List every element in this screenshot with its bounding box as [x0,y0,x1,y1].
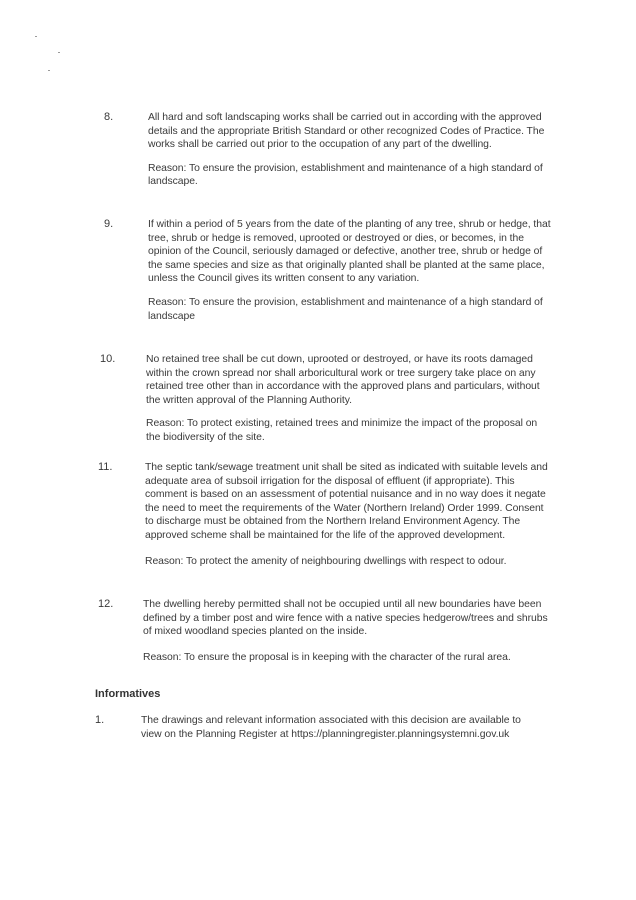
condition-reason: Reason: To ensure the proposal is in keeping with the character of the rural area. [143,651,511,663]
condition-body [145,461,548,568]
informative-number: 1. [95,714,105,726]
condition-reason: Reason: To protect existing, retained trees and minimize the impact of the proposal on the biodiversity of the site. [146,418,538,443]
condition-body [143,598,551,664]
informatives-heading: Informatives [95,688,161,700]
condition-body [148,218,554,323]
condition-text: The dwelling hereby permitted shall not be occupied until all new boundaries have been defined by a timber post and wire fence with a native species hedgerow/trees and shrubs of mixed woodland species planted on the inside. [143,599,548,638]
condition-number: 8. [104,111,114,123]
condition-reason: Reason: To protect the amenity of neighbouring dwellings with respect to odour. [145,555,507,567]
informative-text: The drawings and relevant information associated with this decision are available to view on the Planning Register at https://planningregister.planningsystemni.gov.uk [141,715,521,740]
condition-text: No retained tree shall be cut down, uprooted or destroyed, or have its roots damaged within the crown spread nor shall arboricultural work or tree surgery take place on any retained tree other than in accordance with the approved plans and particulars, without the written approval of the Planning Authority. [146,354,540,406]
condition-text: All hard and soft landscaping works shall be carried out in according with the approved details and the appropriate British Standard or other recognized Codes of Practice. The works shall be carried out prior to the occupation of any part of the dwelling. [148,112,545,151]
scan-speck [35,36,37,37]
condition-body [146,353,548,445]
scan-speck [58,52,60,53]
condition-text: If within a period of 5 years from the date of the planting of any tree, shrub or hedge, that tree, shrub or hedge is removed, uprooted or destroyed or dies, or becomes, in the opinion of the Council, seriously damaged or defective, another tree, shrub or hedge of the same species and size as that originally planted shall be planted at the same place, unless the Council gives its written consent to any variation. [148,219,551,285]
condition-text: The septic tank/sewage treatment unit shall be sited as indicated with suitable levels and adequate area of subsoil irrigation for the disposal of effluent (if appropriate). This comment is based on an assessment of potential nuisance and in no way does it negate the need to meet the requirements of the Water (Northern Ireland) Order 1999. Consent to discharge must be obtained from the Northern Ireland Environment Agency. The approved scheme shall be maintained for the life of the approved development. [145,462,548,541]
condition-number: 9. [104,218,114,230]
condition-body [148,111,554,189]
condition-number: 10. [100,353,116,365]
condition-reason: Reason: To ensure the provision, establishment and maintenance of a high standard of landscape. [148,162,543,188]
condition-number: 12. [98,598,114,610]
condition-number: 11. [98,461,113,473]
informative-body [141,714,537,741]
scan-speck [48,70,50,71]
condition-reason: Reason: To ensure the provision, establishment and maintenance of a high standard of landscape [148,296,543,322]
